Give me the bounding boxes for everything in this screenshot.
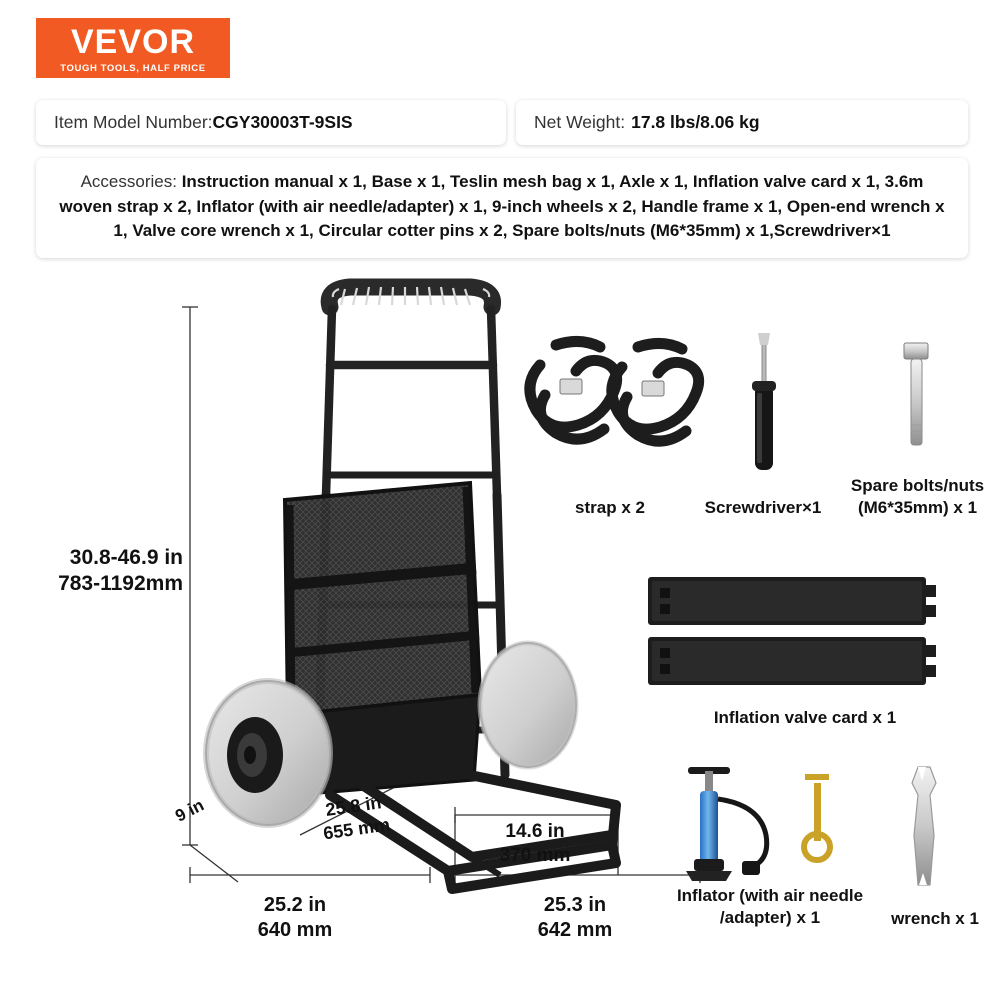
valve-card-part [648, 577, 936, 685]
caption-inflator-line2: /adapter) x 1 [719, 908, 821, 928]
valve-core-wrench-part [804, 777, 830, 860]
caption-strap: strap x 2 [575, 498, 645, 517]
dimension-length-in: 25.8 in [324, 792, 383, 820]
net-weight-box [516, 100, 968, 145]
inflator-part [686, 767, 767, 881]
dimension-platform-in: 14.6 in [505, 821, 565, 842]
dimension-width-in: 25.2 in [263, 894, 327, 916]
net-weight-label: Net Weight: [534, 112, 626, 132]
accessories-box [36, 158, 968, 258]
accessories-text [54, 170, 950, 244]
model-number-label: Item Model Number: [54, 112, 213, 132]
product-diagram [0, 275, 1000, 1000]
dimension-overall [495, 893, 655, 943]
caption-valve-card: Inflation valve card x 1 [713, 708, 897, 727]
dimension-platform-mm: 370 mm [499, 844, 571, 866]
screwdriver-part [752, 333, 776, 470]
dimension-platform [455, 820, 615, 868]
dimension-length-mm: 655 mm [321, 813, 392, 843]
strap-part [530, 341, 699, 441]
dimension-overall-in: 25.3 in [543, 894, 607, 916]
brand-logo [36, 18, 230, 78]
accessories-label: Accessories: [80, 172, 177, 191]
model-number-box [36, 100, 506, 145]
caption-inflator-line1: Inflator (with air needle [676, 886, 864, 905]
brand-name: VEVOR [70, 22, 196, 61]
dimension-overall-mm: 642 mm [537, 919, 613, 941]
caption-screwdriver: Screwdriver×1 [704, 498, 822, 517]
spare-bolt-part [904, 343, 928, 445]
caption-spare-bolts-line1: Spare bolts/nuts [850, 476, 985, 495]
hand-truck-illustration [206, 287, 616, 889]
dimension-height-in: 30.8-46.9 in [69, 546, 183, 569]
caption-spare-bolts-line2: (M6*35mm) x 1 [857, 498, 978, 518]
dimension-width-mm: 640 mm [257, 919, 333, 941]
wheel-right [480, 643, 576, 767]
brand-tagline: TOUGH TOOLS, HALF PRICE [60, 62, 206, 74]
model-number-value: CGY30003T-9SIS [212, 112, 353, 132]
net-weight-value: 17.8 lbs/8.06 kg [631, 112, 760, 132]
dimension-height-mm: 783-1192mm [58, 572, 183, 596]
caption-wrench: wrench x 1 [891, 909, 979, 928]
wrench-part [912, 767, 936, 885]
dimension-depth: 9 in [172, 795, 207, 826]
dimension-width [215, 893, 375, 943]
dimension-height [8, 545, 183, 598]
spec-row [36, 100, 968, 145]
accessories-value: Instruction manual x 1, Base x 1, Teslin mesh bag x 1, Axle x 1, Inflation valve card x 1, 3.6m woven strap x 2, Inflator (with air needle/adapter) x 1, 9-inch wheels x 2, Handle frame x 1, Open-end wrench x 1, Valve core wrench x 1, Circular cotter pins x 2, Spare bolts/nuts (M6*35mm) x 1,Screwdriver×1 [59, 172, 945, 241]
caption-spare-bolts [835, 475, 1000, 519]
